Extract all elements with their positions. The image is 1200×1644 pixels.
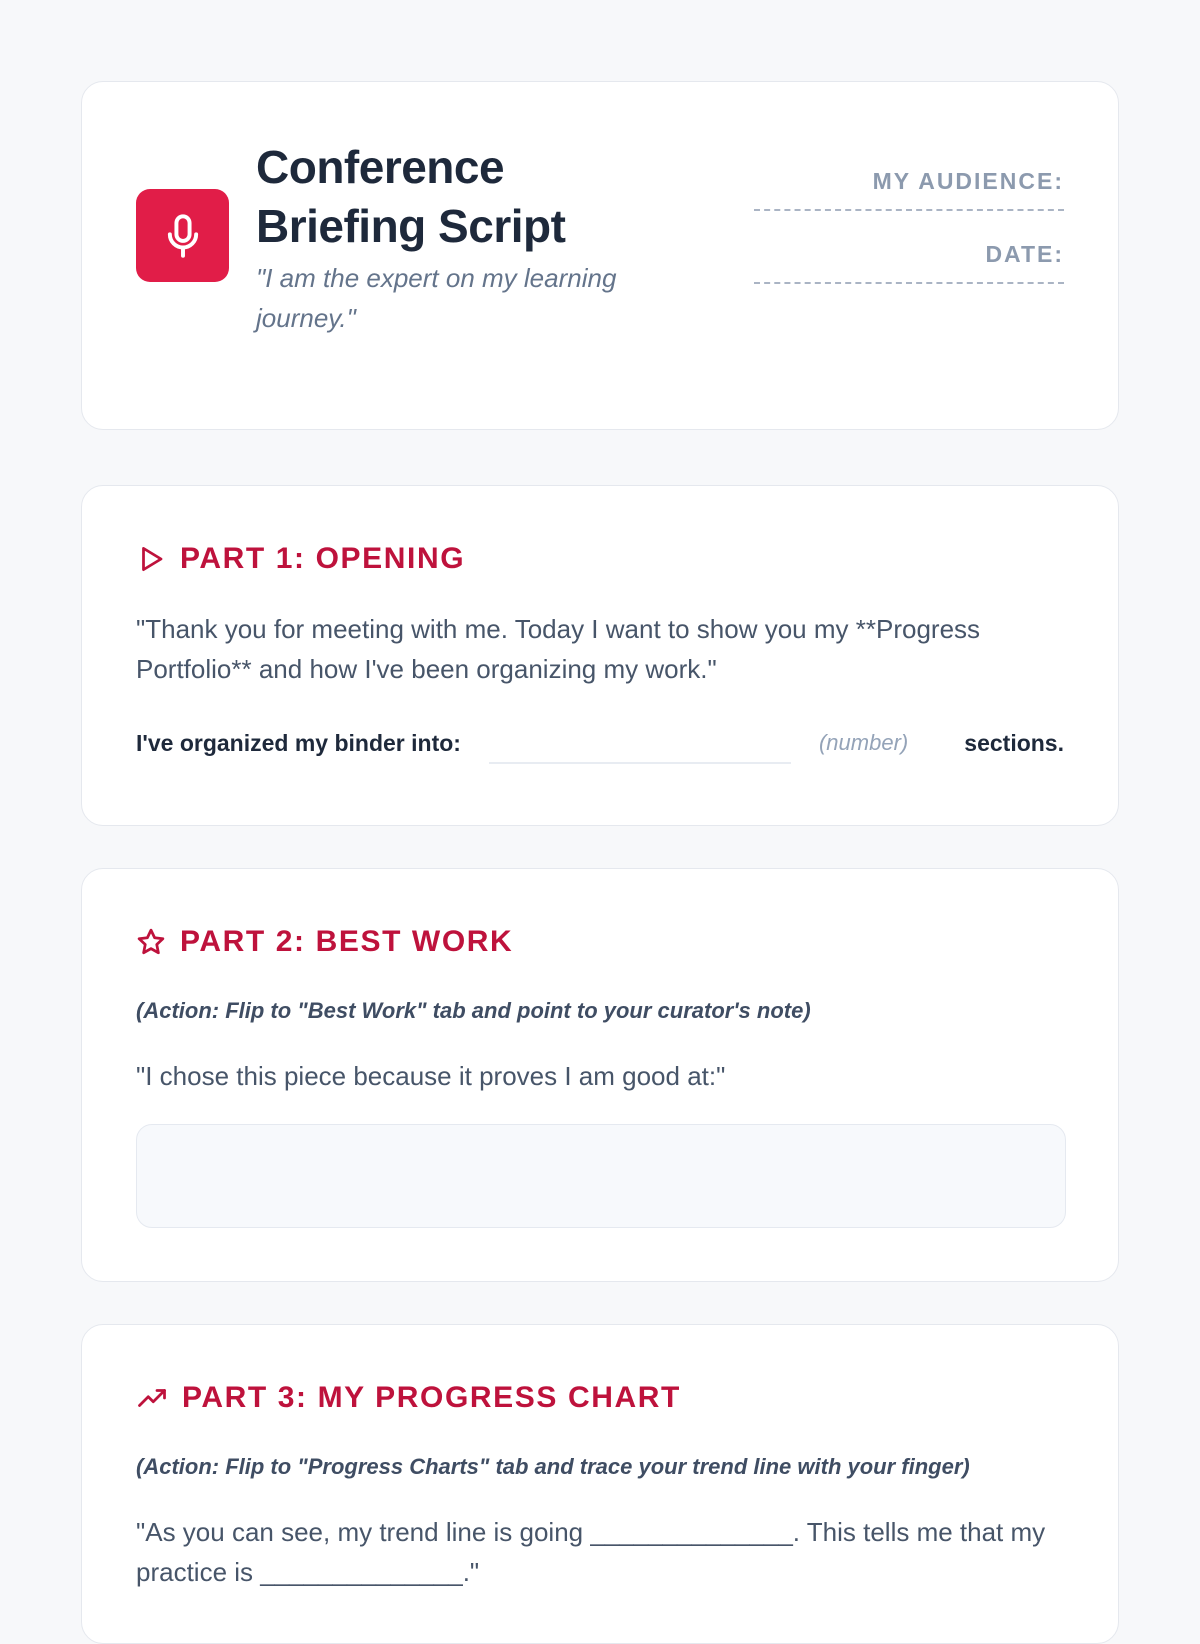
part3-card bbox=[81, 1324, 1119, 1644]
date-field bbox=[754, 241, 1064, 284]
star-icon bbox=[136, 927, 166, 957]
part2-action: (Action: Flip to "Best Work" tab and point to your curator's note) bbox=[136, 998, 811, 1023]
sections-count-input[interactable] bbox=[489, 722, 791, 764]
audience-field bbox=[754, 168, 1064, 211]
part2-heading bbox=[136, 925, 513, 959]
part3-quote: "As you can see, my trend line is going ______________. This tells me that my practice is ______________." bbox=[136, 1517, 1046, 1587]
trending-up-icon bbox=[136, 1383, 168, 1413]
sections-count-label: I've organized my binder into: bbox=[136, 729, 461, 756]
play-icon bbox=[136, 544, 166, 574]
header-card bbox=[81, 81, 1119, 430]
part3-heading bbox=[136, 1381, 681, 1415]
sections-count-row bbox=[136, 723, 1064, 763]
part1-card bbox=[81, 485, 1119, 826]
part2-quote: "I chose this piece because it proves I am good at:" bbox=[136, 1061, 726, 1091]
date-label: DATE: bbox=[985, 241, 1064, 267]
best-work-answer-box[interactable] bbox=[136, 1124, 1066, 1228]
tagline: "I am the expert on my learning journey." bbox=[256, 263, 617, 333]
microphone-badge bbox=[136, 189, 229, 282]
part2-title: PART 2: BEST WORK bbox=[180, 925, 514, 958]
part1-heading bbox=[136, 542, 465, 576]
sections-count-hint: (number) bbox=[818, 730, 909, 755]
microphone-icon bbox=[163, 213, 203, 259]
part1-quote: "Thank you for meeting with me. Today I want to show you my **Progress Portfolio** and how I've been organizing my work." bbox=[136, 614, 981, 684]
date-blank-line[interactable] bbox=[754, 282, 1064, 284]
part3-action: (Action: Flip to "Progress Charts" tab and trace your trend line with your finger) bbox=[136, 1454, 970, 1479]
audience-blank-line[interactable] bbox=[754, 209, 1064, 211]
page-title: Conference Briefing Script bbox=[256, 141, 566, 252]
part2-card bbox=[81, 868, 1119, 1282]
sections-suffix: sections. bbox=[964, 729, 1064, 756]
part3-title: PART 3: MY PROGRESS CHART bbox=[182, 1381, 681, 1414]
part1-title: PART 1: OPENING bbox=[180, 542, 466, 575]
audience-label: MY AUDIENCE: bbox=[872, 168, 1064, 194]
